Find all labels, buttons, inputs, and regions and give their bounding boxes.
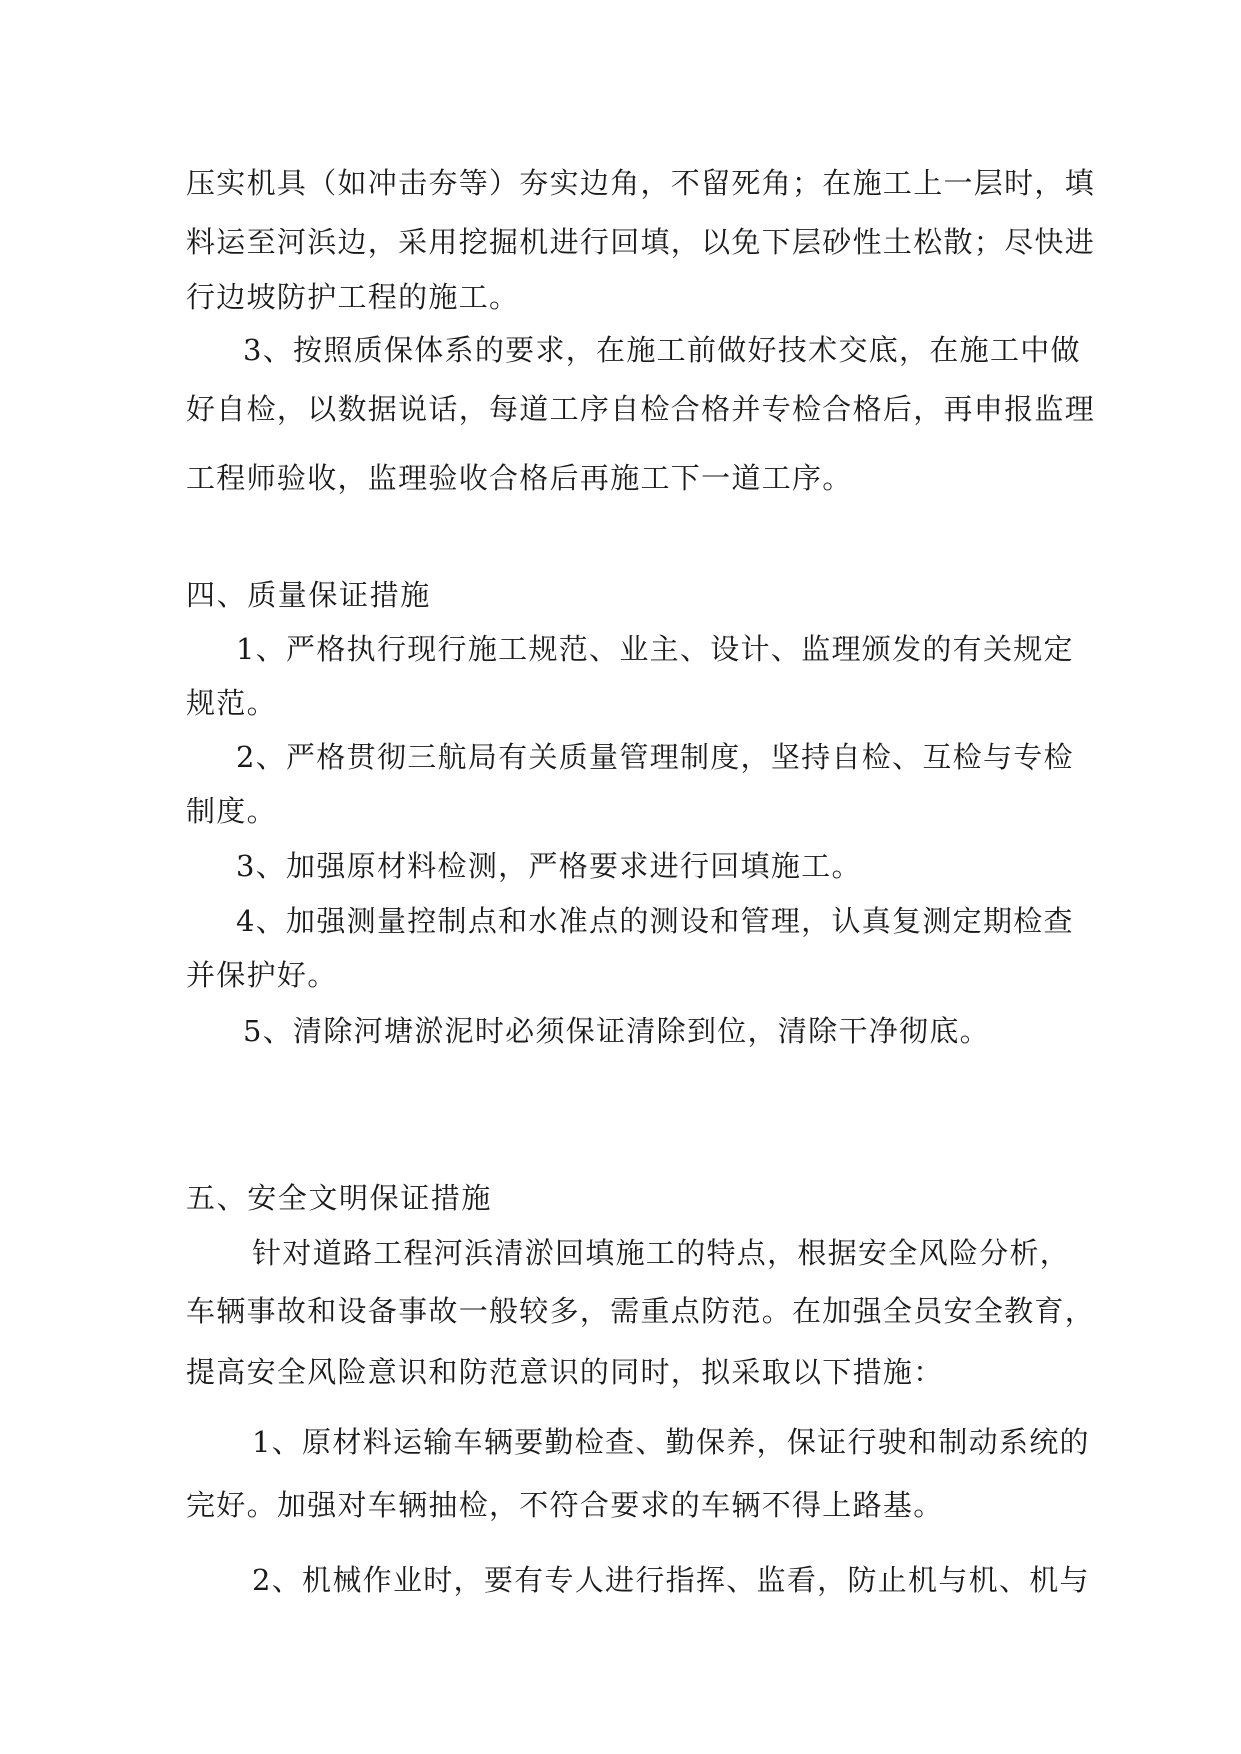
list-item-2-line: 2、机械作业时，要有专人进行指挥、监看，防止机与机、机与 [252, 1563, 1090, 1597]
list-item-1-line: 1、原材料运输车辆要勤检查、勤保养，保证行驶和制动系统的 [252, 1425, 1090, 1459]
paragraph-line: 制度。 [186, 794, 277, 828]
list-item-4-line: 4、加强测量控制点和水准点的测设和管理，认真复测定期检查 [236, 904, 1074, 938]
paragraph-line: 行边坡防护工程的施工。 [186, 280, 520, 314]
paragraph-line: 压实机具（如冲击夯等）夯实边角，不留死角；在施工上一层时，填 [186, 166, 1096, 200]
paragraph-line: 工程师验收，监理验收合格后再施工下一道工序。 [186, 461, 853, 495]
section-heading-quality: 四、质量保证措施 [186, 578, 431, 612]
list-item-3-line: 3、按照质保体系的要求，在施工前做好技术交底，在施工中做 [243, 333, 1081, 367]
paragraph-line: 完好。加强对车辆抽检，不符合要求的车辆不得上路基。 [186, 1488, 944, 1522]
paragraph-line: 好自检，以数据说话，每道工序自检合格并专检合格后，再申报监理 [186, 392, 1096, 426]
paragraph-line: 提高安全风险意识和防范意识的同时，拟采取以下措施： [186, 1355, 944, 1389]
list-item-2-line: 2、严格贯彻三航局有关质量管理制度，坚持自检、互检与专检 [236, 740, 1074, 774]
list-item-5-line: 5、清除河塘淤泥时必须保证清除到位，清除干净彻底。 [243, 1014, 990, 1048]
list-item-1-line: 1、严格执行现行施工规范、业主、设计、监理颁发的有关规定 [236, 632, 1074, 666]
paragraph-line: 规范。 [186, 686, 277, 720]
paragraph-line: 料运至河浜边，采用挖掘机进行回填，以免下层砂性土松散；尽快进 [186, 225, 1096, 259]
list-item-3-line: 3、加强原材料检测，严格要求进行回填施工。 [236, 849, 862, 883]
paragraph-line: 车辆事故和设备事故一般较多，需重点防范。在加强全员安全教育， [186, 1294, 1096, 1328]
section-heading-safety: 五、安全文明保证措施 [186, 1181, 493, 1215]
paragraph-line: 针对道路工程河浜清淤回填施工的特点，根据安全风险分析， [252, 1236, 1071, 1270]
paragraph-line: 并保护好。 [186, 958, 338, 992]
